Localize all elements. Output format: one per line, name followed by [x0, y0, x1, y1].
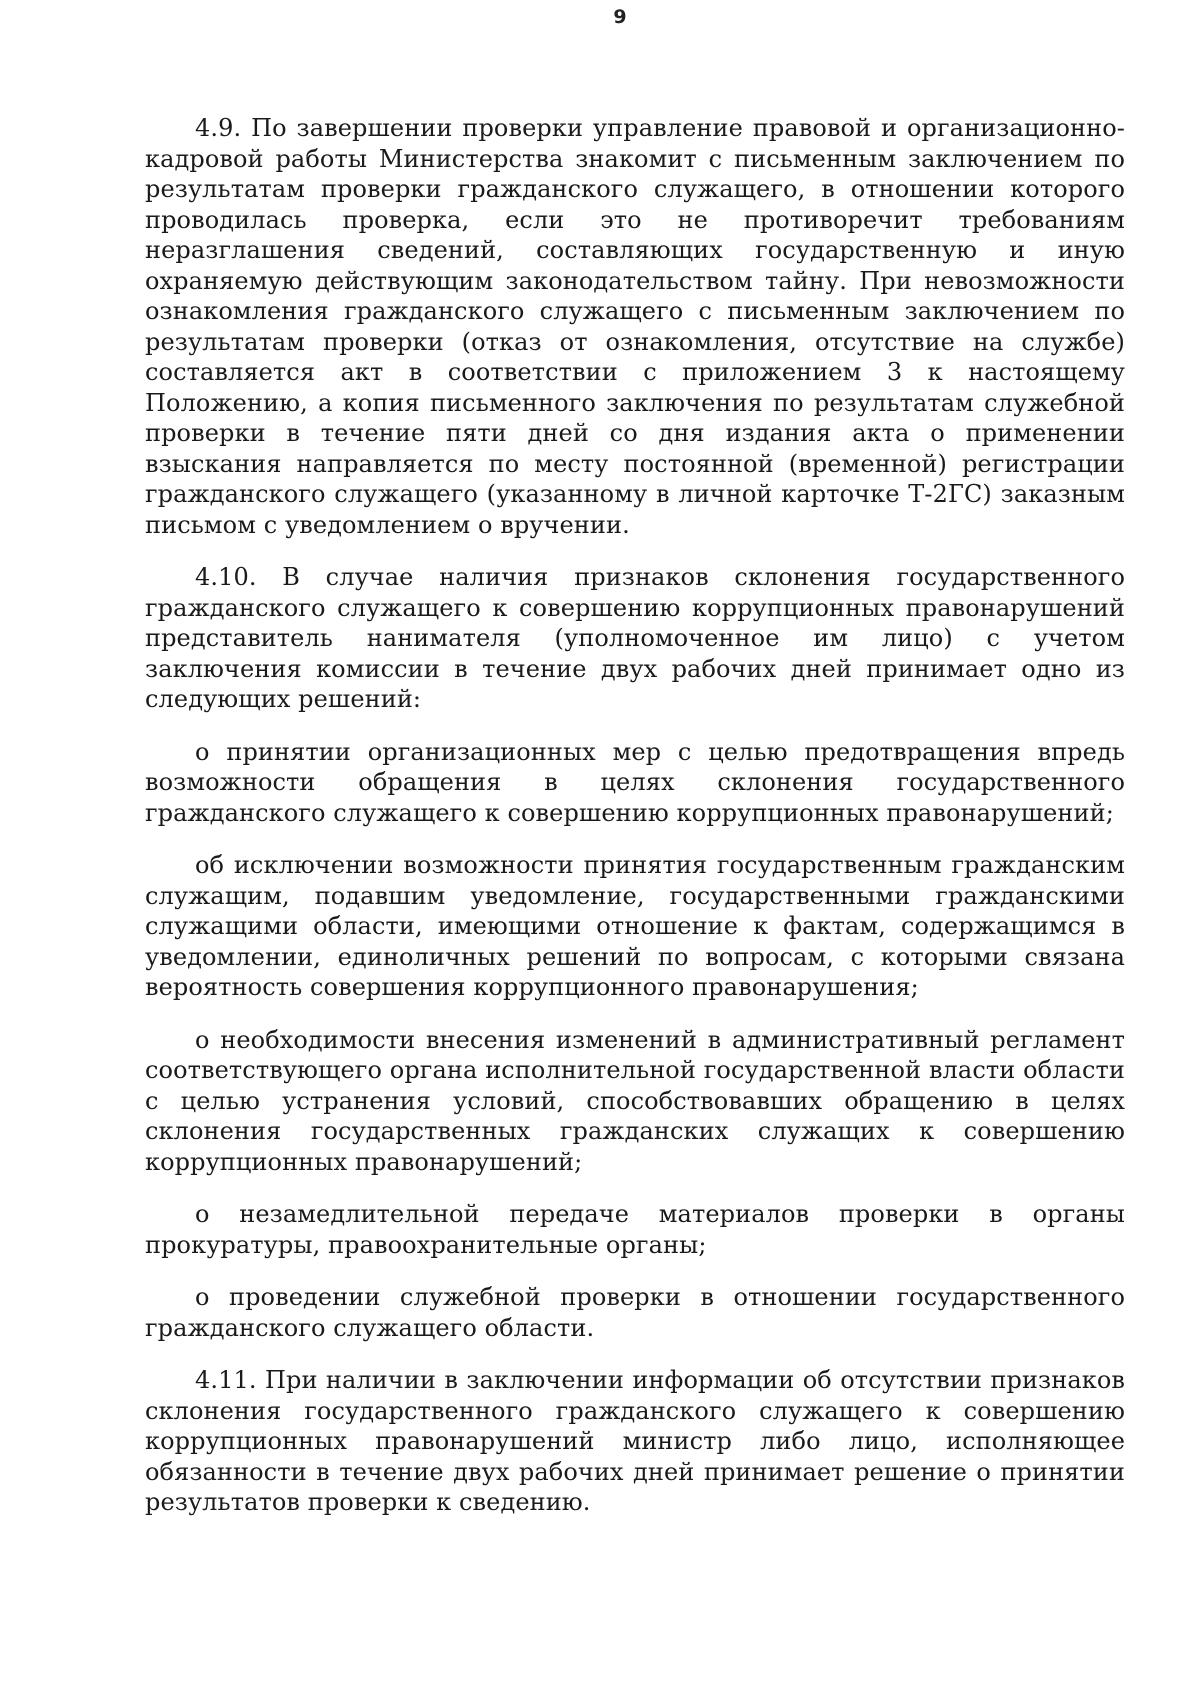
document-body — [145, 113, 1125, 1540]
paragraph-4-11: 4.11. При наличии в заключении информации об отсутствии признаков склонения государственного гражданского служащего к совершению коррупционных правонарушений министр либо лицо, исполняющее обязанности в течение двух рабочих дней принимает решение о принятии результатов проверки к сведению. — [145, 1366, 1125, 1516]
paragraph-4-10: 4.10. В случае наличия признаков склонения государственного гражданского служащего к совершению коррупционных правонарушений представитель нанимателя (уполномоченное им лицо) с учетом заключения комиссии в течение двух рабочих дней принимает одно из следующих решений: — [145, 563, 1125, 713]
decision-option-transfer-materials: о незамедлительной передаче материалов проверки в органы прокуратуры, правоохранительные органы; — [145, 1200, 1125, 1259]
decision-option-official-inspection: о проведении служебной проверки в отношении государственного гражданского служащего области. — [145, 1283, 1125, 1342]
page-number: 9 — [613, 6, 627, 28]
decision-option-exclude-decisions: об исключении возможности принятия государственным гражданским служащим, подавшим уведомление, государственными гражданскими служащими области, имеющими отношение к фактам, содержащимся в уведомлении, единоличных решений по вопросам, с которыми связана вероятность совершения коррупционного правонарушения; — [145, 851, 1125, 1001]
decision-option-organizational-measures: о принятии организационных мер с целью предотвращения впредь возможности обращения в целях склонения государственного гражданского служащего к совершению коррупционных правонарушений; — [145, 737, 1125, 827]
paragraph-4-9: 4.9. По завершении проверки управление правовой и организационно-кадровой работы Министерства знакомит с письменным заключением по результатам проверки гражданского служащего, в отношении которого проводилась проверка, если это не противоречит требованиям неразглашения сведений, составляющих государственную и иную охраняемую действующим законодательством тайну. При невозможности ознакомления гражданского служащего с письменным заключением по результатам проверки (отказ от ознакомления, отсутствие на службе) составляется акт в соответствии с приложением 3 к настоящему Положению, а копия письменного заключения по результатам служебной проверки в течение пяти дней со дня издания акта о применении взыскания направляется по месту постоянной (временной) регистрации гражданского служащего (указанному в личной карточке Т-2ГС) заказным письмом с уведомлением о вручении. — [145, 114, 1125, 539]
decision-option-regulation-changes: о необходимости внесения изменений в административный регламент соответствующего органа исполнительной государственной власти области с целью устранения условий, способствовавших обращению в целях склонения государственных гражданских служащих к совершению коррупционных правонарушений; — [145, 1025, 1125, 1176]
